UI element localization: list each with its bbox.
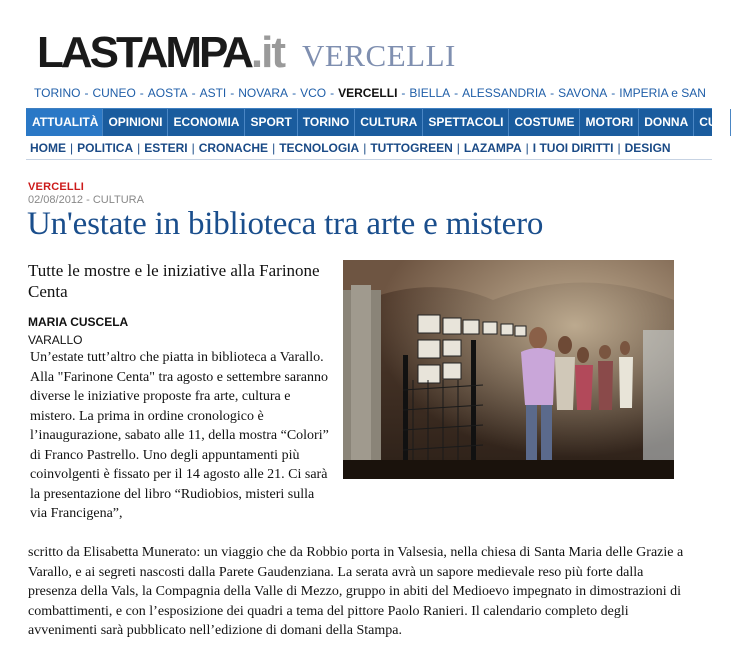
city-link-torino[interactable]: TORINO xyxy=(34,86,81,100)
nav-tab-torino[interactable]: TORINO xyxy=(298,109,355,136)
city-separator: - xyxy=(292,86,297,100)
article-kicker[interactable]: VERCELLI xyxy=(28,181,84,193)
subnav-item-lazampa[interactable]: LAZAMPA xyxy=(463,141,522,155)
site-logo-suffix[interactable]: .it xyxy=(250,28,285,77)
subnav-item-politica[interactable]: POLITICA xyxy=(77,141,134,155)
city-link-savona[interactable]: SAVONA xyxy=(558,86,608,100)
article-subhead: Tutte le mostre e le iniziative alla Farinone Centa xyxy=(28,261,320,301)
article-photo xyxy=(343,260,674,479)
article-meta: 02/08/2012 - CULTURA xyxy=(28,194,144,206)
subnav-separator: | xyxy=(363,141,367,155)
nav-tab-spettacoli[interactable]: SPETTACOLI xyxy=(423,109,509,136)
subnav-item-cronache[interactable]: CRONACHE xyxy=(198,141,269,155)
subnav-separator: | xyxy=(525,141,529,155)
city-separator: - xyxy=(84,86,89,100)
city-link-cuneo[interactable]: CUNEO xyxy=(92,86,136,100)
subnav-separator: | xyxy=(191,141,195,155)
subnav-item-design[interactable]: DESIGN xyxy=(624,141,671,155)
city-separator: - xyxy=(454,86,459,100)
nav-tab-cuc[interactable]: CUC xyxy=(694,109,731,136)
city-separator: - xyxy=(330,86,335,100)
subnav-separator: | xyxy=(456,141,460,155)
nav-tab-economia[interactable]: ECONOMIA xyxy=(168,109,245,136)
subnav-separator: | xyxy=(617,141,621,155)
subnav-item-tecnologia[interactable]: TECNOLOGIA xyxy=(279,141,360,155)
subnav-item-tuttogreen[interactable]: TUTTOGREEN xyxy=(370,141,453,155)
city-separator: - xyxy=(139,86,144,100)
city-link-vco[interactable]: VCO xyxy=(300,86,327,100)
subnav-item-esteri[interactable]: ESTERI xyxy=(144,141,188,155)
nav-tab-cultura[interactable]: CULTURA xyxy=(355,109,423,136)
sub-nav xyxy=(26,137,712,160)
subnav-item-home[interactable]: HOME xyxy=(30,141,66,155)
article-body-lead xyxy=(30,348,330,524)
article-body-lead-text: Un’estate tutt’altro che piatta in biblioteca a Varallo. Alla "Farinone Centa" tra agosto e settembre saranno diverse le iniziative proposte fra arte, cultura e mistero. La prima in ordine cronologico è l’inaugurazione, sabato alle 11, della mostra “Colori” di Franco Pastrello. Uno degli appuntamenti più coinvolgenti è fissato per il 14 agosto alle 21. Ci sarà la presentazione del libro “Rudiobios, misteri sulla via Francigena”, xyxy=(30,350,329,521)
edition-title[interactable]: VERCELLI xyxy=(302,38,456,73)
main-nav xyxy=(26,108,726,136)
city-separator: - xyxy=(611,86,616,100)
nav-tab-opinioni[interactable]: OPINIONI xyxy=(103,109,168,136)
city-link-biella[interactable]: BIELLA xyxy=(409,86,451,100)
site-logo[interactable]: LASTAMPA xyxy=(37,28,251,77)
city-link-aosta[interactable]: AOSTA xyxy=(147,86,188,100)
subnav-separator: | xyxy=(272,141,276,155)
city-link-vercelli[interactable]: VERCELLI xyxy=(338,86,398,100)
subnav-separator: | xyxy=(70,141,74,155)
city-link-novara[interactable]: NOVARA xyxy=(238,86,289,100)
article-headline: Un'estate in biblioteca tra arte e mistero xyxy=(27,206,544,242)
nav-tab-motori[interactable]: MOTORI xyxy=(580,109,639,136)
city-link-alessandria[interactable]: ALESSANDRIA xyxy=(462,86,547,100)
nav-tab-sport[interactable]: SPORT xyxy=(245,109,297,136)
nav-tab-costume[interactable]: COSTUME xyxy=(509,109,580,136)
article-author: MARIA CUSCELA xyxy=(28,315,129,329)
city-separator: - xyxy=(191,86,196,100)
city-separator: - xyxy=(550,86,555,100)
nav-tab-attualita[interactable]: ATTUALITÀ xyxy=(26,109,103,136)
masthead xyxy=(37,25,456,75)
subnav-separator: | xyxy=(137,141,141,155)
article-body-continued-text: scritto da Elisabetta Munerato: un viaggio che da Robbio porta in Valsesia, nella chiesa di Santa Maria delle Grazie a Varallo, e ai segreti nascosti dalla Parete Gaudenziana. La serata avrà un sapore medievale reso più forte dalla presenza della Vals, la Compagnia della Valle di Mezzo, gruppo in abiti del Medioevo impegnato in dimostrazioni di combattimenti, e con l’esposizione dei quadri a tema del pittore Paolo Ranieri. Il calendario completo degli avvenimenti sarà pubblicato nell’edizione di domani della Stampa. xyxy=(28,545,684,638)
subnav-item-i-tuoi-diritti[interactable]: I TUOI DIRITTI xyxy=(532,141,614,155)
city-link-imperia-e-san[interactable]: IMPERIA e SAN xyxy=(619,86,706,100)
city-link-asti[interactable]: ASTI xyxy=(199,86,227,100)
city-separator: - xyxy=(401,86,406,100)
article-place: VARALLO xyxy=(28,333,83,347)
article-body-continued xyxy=(28,543,688,641)
city-links-bar xyxy=(34,86,712,100)
city-separator: - xyxy=(230,86,235,100)
nav-tab-donna[interactable]: DONNA xyxy=(639,109,694,136)
